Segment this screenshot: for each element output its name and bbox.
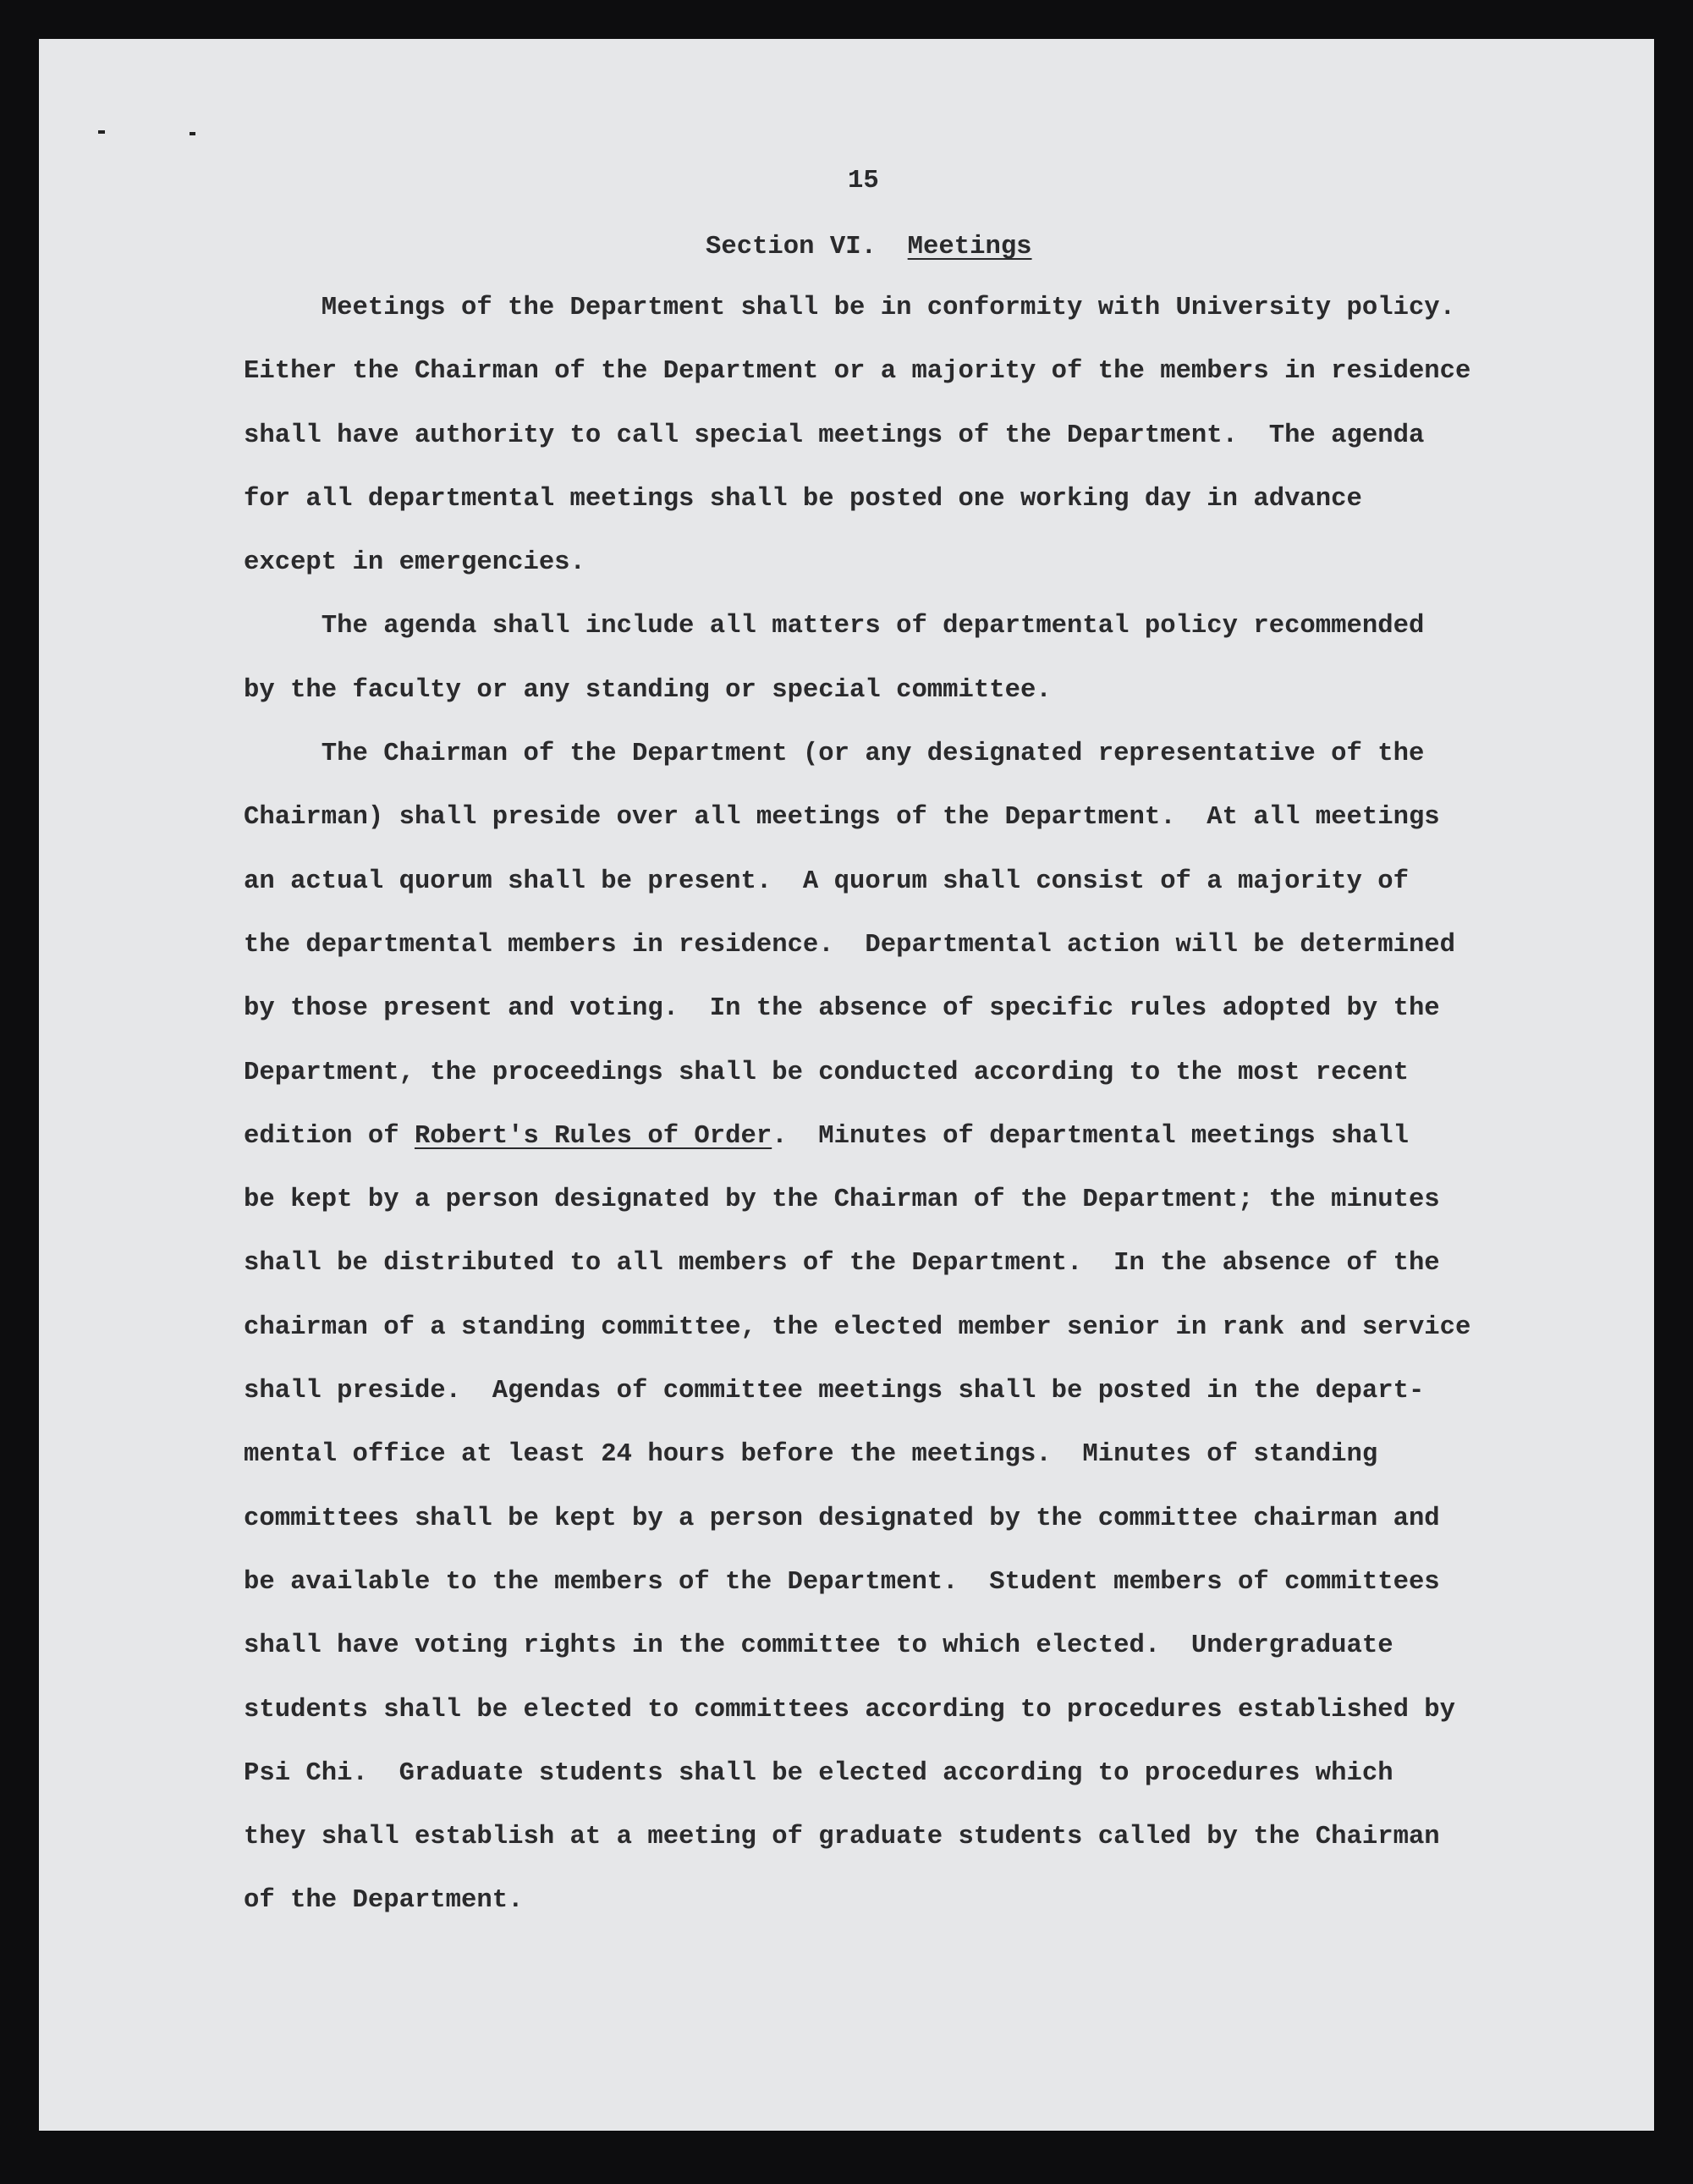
text-line: they shall establish at a meeting of graduate students called by the Chairman [244,1823,1440,1852]
text-line: The agenda shall include all matters of departmental policy recommended [244,612,1425,641]
text-line: Department, the proceedings shall be conducted according to the most recent [244,1058,1409,1087]
stray-mark [98,130,105,134]
text-line: the departmental members in residence. Departmental action will be determined [244,930,1456,960]
text-line: mental office at least 24 hours before the meetings. Minutes of standing [244,1440,1378,1470]
text-line: of the Department. [244,1886,524,1916]
text-line [244,1121,1470,1185]
paragraph [244,293,1470,611]
page-number: 15 [848,167,879,195]
text-line: an actual quorum shall be present. A quorum shall consist of a majority of [244,866,1409,896]
text-segment: . Minutes of departmental meetings shall [772,1121,1409,1151]
text-line: by those present and voting. In the absence of specific rules adopted by the [244,994,1440,1024]
section-number: Section VI. [706,233,877,261]
stray-mark [190,132,195,135]
text-line: Either the Chairman of the Department or a majority of the members in residence [244,357,1471,387]
text-line: shall preside. Agendas of committee meetings shall be posted in the depart- [244,1377,1425,1406]
text-line: Meetings of the Department shall be in conformity with University policy. [244,294,1456,322]
paragraph [244,739,1470,1950]
text-line: shall have voting rights in the committee to which elected. Undergraduate [244,1631,1393,1661]
section-heading [706,232,1032,262]
paragraph [244,611,1470,739]
document-body [244,293,1470,1950]
book-title: Robert's Rules of Order [414,1121,772,1151]
text-line: except in emergencies. [244,548,585,578]
text-line: be available to the members of the Department. Student members of committees [244,1567,1440,1597]
text-line: Psi Chi. Graduate students shall be elected according to procedures which [244,1758,1393,1788]
text-line: shall have authority to call special meetings of the Department. The agenda [244,421,1425,450]
text-line: students shall be elected to committees according to procedures established by [244,1695,1456,1725]
text-line: Chairman) shall preside over all meetings of the Department. At all meetings [244,803,1440,833]
section-title: Meetings [907,233,1032,261]
text-line: committees shall be kept by a person designated by the committee chairman and [244,1504,1440,1533]
text-line: chairman of a standing committee, the elected member senior in rank and service [244,1312,1471,1342]
text-line: be kept by a person designated by the Chairman of the Department; the minutes [244,1186,1440,1215]
text-segment: edition of [244,1121,415,1151]
text-line: for all departmental meetings shall be posted one working day in advance [244,484,1362,514]
text-line: by the faculty or any standing or special committee. [244,675,1052,705]
text-line: shall be distributed to all members of the Department. In the absence of the [244,1249,1440,1279]
text-line: The Chairman of the Department (or any designated representative of the [244,740,1425,769]
